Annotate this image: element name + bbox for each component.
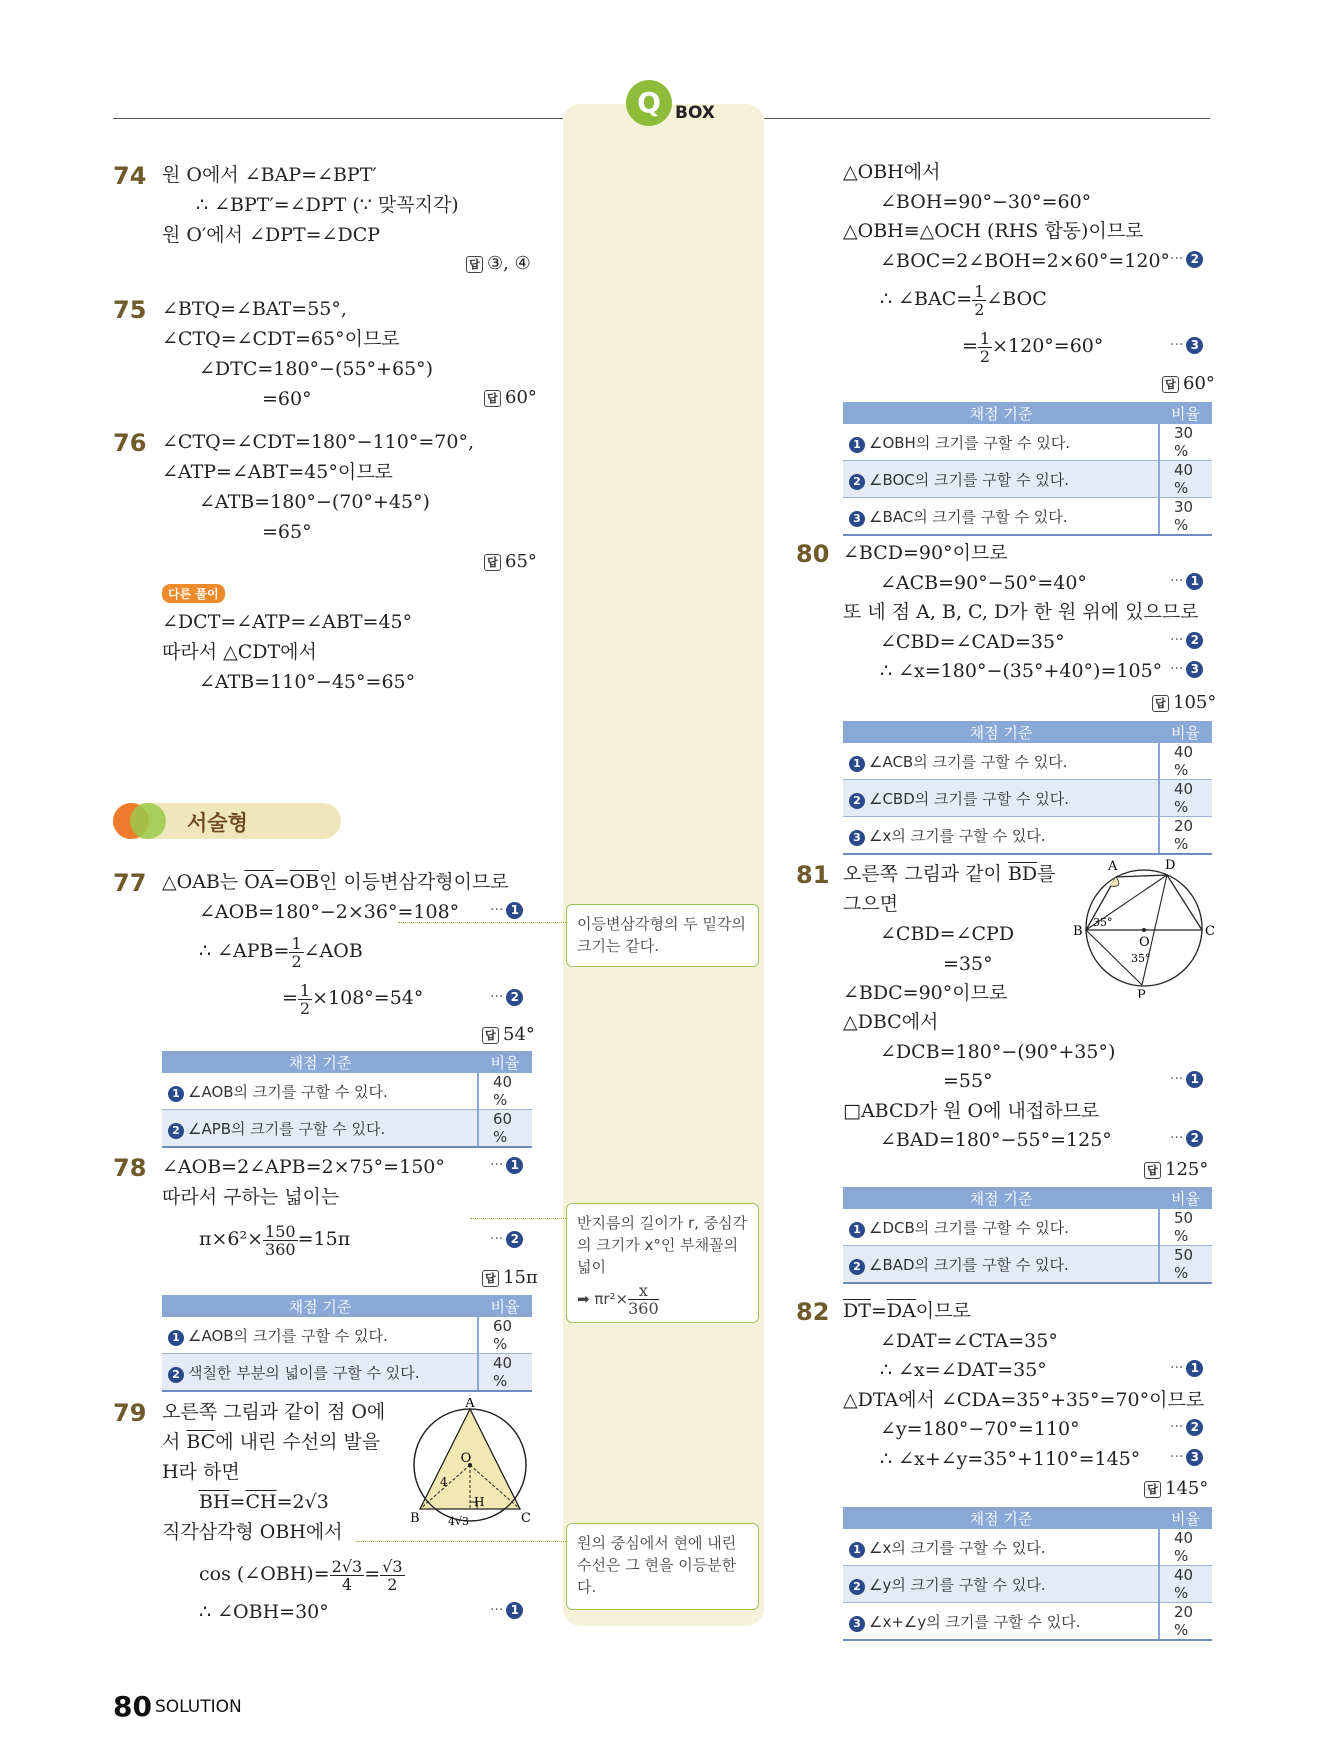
solution-line: ∠BDC=90°이므로 — [843, 982, 1008, 1004]
answer: 답 125° — [1144, 1159, 1208, 1180]
q-logo-icon: Q — [626, 80, 672, 126]
step-marker: ··· 3 — [1170, 1449, 1203, 1466]
solution-line: ∠CBD=∠CPD — [880, 923, 1015, 945]
solution-line: ∠ATB=180°−(70°+45°) — [199, 491, 430, 513]
grading-table: 채점 기준 비율 1 ∠AOB의 크기를 구할 수 있다. 60 % 2 색칠한 부분의 넓이를 구할 수 있다. 40 % — [162, 1295, 532, 1392]
answer: 답 54° — [482, 1024, 535, 1045]
solution-line: ∠DAT=∠CTA=35° — [880, 1330, 1058, 1352]
solution-line: ∴ ∠BAC= $\frac{1}{2}$ ∠BOC — [880, 281, 1047, 319]
solution-line: ∴ ∠APB= $\frac{1}{2}$ ∠AOB — [199, 933, 363, 971]
solution-line: 따라서 △CDT에서 — [162, 641, 317, 663]
qbox-note: 이등변삼각형의 두 밑각의 크기는 같다. — [566, 904, 759, 967]
solution-line: ∴ ∠OBH=30° — [199, 1601, 329, 1623]
answer-icon: 답 — [482, 1270, 499, 1287]
solution-line: ∠DCB=180°−(90°+35°) — [880, 1041, 1116, 1063]
figure-label: H — [474, 1495, 485, 1509]
figure-label: 35° — [1093, 916, 1113, 929]
figure-label: 35° — [1131, 952, 1151, 965]
solution-line: H라 하면 — [162, 1461, 240, 1483]
fraction: $\frac{150}{360}$ — [265, 1221, 296, 1259]
header-rule-right — [764, 118, 1210, 119]
solution-line: 원 O에서 ∠BAP=∠BPT′ — [162, 164, 377, 186]
fraction: $\frac{2√3}{4}$ — [331, 1556, 363, 1594]
answer: 답 105° — [1152, 692, 1216, 713]
step-marker: ··· 2 — [1170, 1419, 1203, 1436]
answer: 답 15π — [482, 1267, 538, 1288]
fraction: $\frac{1}{2}$ — [974, 281, 985, 319]
step-marker: ··· 1 — [1170, 573, 1203, 590]
header-rule-left — [113, 118, 563, 119]
solution-line: □ABCD가 원 O에 내접하므로 — [843, 1100, 1100, 1122]
solution-line: ∠CBD=∠CAD=35° — [880, 631, 1065, 653]
answer-icon: 답 — [484, 554, 501, 571]
circle-figure-79 — [405, 1398, 535, 1528]
grading-table: 채점 기준 비율 1 ∠OBH의 크기를 구할 수 있다. 30 % 2 ∠BOC의 크기를 구할 수 있다. 40 % 3 ∠BAC의 크기를 구할 수 있다. 30 % — [843, 402, 1212, 536]
section-title: 서술형 — [187, 811, 248, 835]
step-marker: ··· 1 — [490, 1602, 523, 1619]
solution-line: △OBH≡△OCH (RHS 합동)이므로 — [843, 220, 1144, 242]
answer: 답 65° — [484, 551, 537, 572]
step-marker: ··· 2 — [490, 989, 523, 1006]
solution-line: 그으면 — [843, 893, 899, 915]
solution-line: = $\frac{1}{2}$ ×108°=54° — [282, 980, 424, 1018]
solution-line: ∠CTQ=∠CDT=65°이므로 — [162, 328, 400, 350]
fraction: $\frac{1}{2}$ — [299, 980, 311, 1018]
grading-table: 채점 기준 비율 1 ∠x의 크기를 구할 수 있다. 40 % 2 ∠y의 크기를 구할 수 있다. 40 % 3 ∠x+∠y의 크기를 구할 수 있다. 20 % — [843, 1507, 1212, 1641]
solution-line: cos (∠OBH)= $\frac{2√3}{4}$ = $\frac{√3}{2}$ — [199, 1556, 403, 1594]
answer: 답 145° — [1144, 1478, 1208, 1499]
problem-number: 76 — [113, 429, 147, 457]
answer-icon: 답 — [1144, 1162, 1161, 1179]
solution-line: ∠y=180°−70°=110° — [880, 1418, 1080, 1440]
solution-line: ∴ ∠BPT′=∠DPT (∵ 맞꼭지각) — [196, 194, 459, 216]
figure-label: B — [410, 1511, 420, 1526]
answer: 답 60° — [484, 387, 537, 408]
solution-line: =60° — [262, 388, 312, 410]
fraction: $\frac{1}{2}$ — [291, 933, 302, 971]
section-icon-overlay — [130, 803, 166, 839]
answer-icon: 답 — [484, 390, 501, 407]
figure-label: A — [465, 1398, 475, 1411]
q-box-column — [563, 104, 764, 1626]
answer-icon: 답 — [1152, 695, 1169, 712]
grading-table: 채점 기준 비율 1 ∠ACB의 크기를 구할 수 있다. 40 % 2 ∠CBD의 크기를 구할 수 있다. 40 % 3 ∠x의 크기를 구할 수 있다. 20 % — [843, 721, 1212, 855]
solution-line: 원 O′에서 ∠DPT=∠DCP — [162, 224, 381, 246]
figure-label: 4√3 — [448, 1515, 470, 1528]
solution-line: ∠ACB=90°−50°=40° — [880, 572, 1087, 594]
solution-line: ∠BOH=90°−30°=60° — [880, 191, 1092, 213]
solution-line: △OAB는 $\overline{OA}=\overline{OB}$인 이등변삼각형이므로 — [162, 871, 509, 893]
solution-line: 직각삼각형 OBH에서 — [162, 1521, 343, 1543]
grading-table: 채점 기준 비율 1 ∠AOB의 크기를 구할 수 있다. 40 % 2 ∠APB의 크기를 구할 수 있다. 60 % — [162, 1051, 532, 1148]
figure-label: A — [1108, 859, 1118, 874]
solution-line: ∴ ∠x=180°−(35°+40°)=105° — [880, 660, 1163, 682]
solution-line: 서 $\overline{BC}$에 내린 수선의 발을 — [162, 1431, 381, 1453]
solution-line: △DTA에서 ∠CDA=35°+35°=70°이므로 — [843, 1389, 1205, 1411]
problem-number: 75 — [113, 296, 147, 324]
answer: 답 ③, ④ — [466, 253, 531, 274]
step-marker: ··· 1 — [490, 1157, 523, 1174]
answer-icon: 답 — [466, 256, 483, 273]
step-marker: ··· 2 — [1170, 251, 1203, 268]
solution-line: ∠ATB=110°−45°=65° — [199, 671, 416, 693]
problem-number: 79 — [113, 1399, 147, 1427]
solution-line: ∠ATP=∠ABT=45°이므로 — [162, 461, 393, 483]
solution-line: =35° — [943, 953, 993, 975]
step-marker: ··· 2 — [490, 1231, 523, 1248]
fraction: $\frac{√3}{2}$ — [382, 1556, 403, 1594]
page-number: 80 — [113, 1690, 152, 1723]
problem-number: 81 — [796, 861, 830, 889]
qbox-note: 반지름의 길이가 r, 중심각의 크기가 x°인 부채꼴의 넓이 ➡ πr²× $\frac{x}{360}$ — [566, 1203, 759, 1323]
answer-icon: 답 — [1144, 1481, 1161, 1498]
step-marker: ··· 2 — [1170, 632, 1203, 649]
answer-icon: 답 — [1162, 376, 1179, 393]
figure-label: O — [1139, 935, 1150, 950]
solution-line: △DBC에서 — [843, 1011, 939, 1033]
solution-line: =55° — [943, 1070, 993, 1092]
problem-number: 77 — [113, 869, 147, 897]
solution-line: π×6²× $\frac{150}{360}$ =15π — [199, 1221, 351, 1259]
step-marker: ··· 1 — [490, 902, 523, 919]
solution-line: 따라서 구하는 넓이는 — [162, 1186, 340, 1208]
solution-line: $\overline{BH}=\overline{CH}=2√3$ — [199, 1491, 329, 1513]
step-marker: ··· 1 — [1170, 1071, 1203, 1088]
solution-line: ∠BTQ=∠BAT=55°, — [162, 298, 347, 320]
figure-label: C — [1205, 924, 1215, 939]
solution-line: 오른쪽 그림과 같이 점 O에 — [162, 1401, 386, 1423]
problem-number: 82 — [796, 1298, 830, 1326]
solution-line: ∠BAD=180°−55°=125° — [880, 1129, 1112, 1151]
solution-line: △OBH에서 — [843, 161, 941, 183]
problem-number: 74 — [113, 162, 147, 190]
footer-label: SOLUTION — [155, 1697, 242, 1717]
step-marker: ··· 3 — [1170, 337, 1203, 354]
solution-line: ∠BCD=90°이므로 — [843, 542, 1008, 564]
fraction: $\frac{1}{2}$ — [979, 328, 991, 366]
solution-line: =65° — [262, 521, 312, 543]
solution-line: ∴ ∠x+∠y=35°+110°=145° — [880, 1448, 1141, 1470]
qbox-note: 원의 중심에서 현에 내린 수선은 그 현을 이등분한다. — [566, 1523, 759, 1610]
note-connector — [398, 922, 566, 923]
problem-number: 78 — [113, 1154, 147, 1182]
figure-label: 4 — [440, 1475, 448, 1489]
section-heading — [113, 803, 341, 839]
solution-line: ∠CTQ=∠CDT=180°−110°=70°, — [162, 431, 474, 453]
figure-label: D — [1165, 858, 1176, 873]
step-marker: ··· 2 — [1170, 1130, 1203, 1147]
problem-number: 80 — [796, 540, 830, 568]
solution-line: ∴ ∠x=∠DAT=35° — [880, 1359, 1047, 1381]
circle-figure-81 — [1068, 858, 1218, 998]
step-marker: ··· 1 — [1170, 1360, 1203, 1377]
solution-line: ∠DTC=180°−(55°+65°) — [199, 358, 434, 380]
note-connector — [470, 1218, 566, 1219]
solution-line: = $\frac{1}{2}$ ×120°=60° — [962, 328, 1104, 366]
solution-line: 또 네 점 A, B, C, D가 한 원 위에 있으므로 — [843, 601, 1199, 623]
step-marker: ··· 3 — [1170, 661, 1203, 678]
alt-solution-tag: 다른 풀이 — [162, 584, 225, 603]
solution-line: ∠BOC=2∠BOH=2×60°=120° — [880, 250, 1171, 272]
solution-line: ∠DCT=∠ATP=∠ABT=45° — [162, 611, 413, 633]
figure-label: P — [1137, 988, 1146, 998]
note-connector — [356, 1541, 566, 1542]
solution-line: ∠AOB=180°−2×36°=108° — [199, 901, 460, 923]
answer: 답 60° — [1162, 373, 1215, 394]
figure-label: O — [460, 1451, 472, 1466]
box-label: BOX — [675, 103, 715, 123]
grading-table: 채점 기준 비율 1 ∠DCB의 크기를 구할 수 있다. 50 % 2 ∠BAD의 크기를 구할 수 있다. 50 % — [843, 1187, 1212, 1284]
solution-line: ∠AOB=2∠APB=2×75°=150° — [162, 1156, 445, 1178]
solution-line: $\overline{DT}=\overline{DA}$이므로 — [843, 1300, 971, 1322]
figure-label: C — [521, 1511, 531, 1526]
figure-label: B — [1073, 924, 1083, 939]
solution-line: 오른쪽 그림과 같이 $\overline{BD}$를 — [843, 863, 1056, 885]
answer-icon: 답 — [482, 1027, 499, 1044]
